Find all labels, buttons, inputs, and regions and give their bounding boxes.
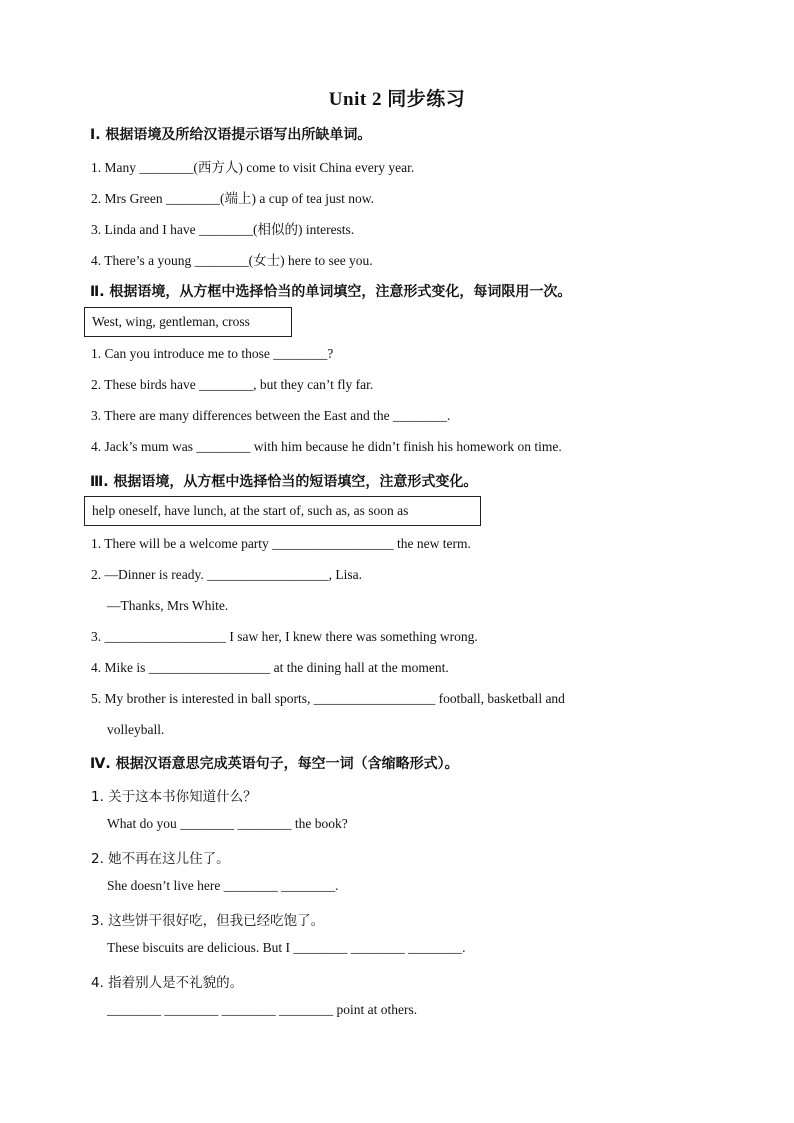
s4-question-4-en: ________ ________ ________ ________ point at others.	[107, 1002, 418, 1017]
section-4-heading: Ⅳ. 根据汉语意思完成英语句子，每空一词（含缩略形式）。	[90, 756, 459, 772]
s1-question-3: 3. Linda and I have ________(相似的) interests.	[91, 222, 355, 237]
section-2-heading: Ⅱ. 根据语境，从方框中选择恰当的单词填空，注意形式变化，每词限用一次。	[90, 284, 572, 300]
s1-question-1: 1. Many ________(西方人) come to visit China every year.	[91, 160, 415, 175]
s3-question-4: 4. Mike is __________________ at the dining hall at the moment.	[91, 660, 449, 675]
s3-question-5: 5. My brother is interested in ball sports, __________________ football, basketball and	[91, 691, 565, 706]
s2-question-1: 1. Can you introduce me to those ________?	[91, 346, 334, 361]
s4-question-3-en: These biscuits are delicious. But I ________ ________ ________.	[107, 940, 466, 955]
s2-question-2: 2. These birds have ________, but they can’t fly far.	[91, 377, 374, 392]
s4-question-2-en: She doesn’t live here ________ ________.	[107, 878, 339, 893]
s3-question-2: 2. —Dinner is ready. __________________, Lisa.	[91, 567, 362, 582]
s4-question-4-zh: 4. 指着别人是不礼貌的。	[91, 975, 244, 991]
s3-question-5-cont: volleyball.	[107, 722, 165, 737]
s2-question-4: 4. Jack’s mum was ________ with him because he didn’t finish his homework on time.	[91, 439, 562, 454]
s1-question-2: 2. Mrs Green ________(端上) a cup of tea just now.	[91, 191, 374, 206]
s3-question-3: 3. __________________ I saw her, I knew there was something wrong.	[91, 629, 478, 644]
s3-phrase-box: help oneself, have lunch, at the start of, such as, as soon as	[84, 496, 481, 526]
s1-question-4: 4. There’s a young ________(女士) here to see you.	[91, 253, 373, 268]
s3-question-1: 1. There will be a welcome party __________________ the new term.	[91, 536, 471, 551]
s2-word-box: West, wing, gentleman, cross	[84, 307, 292, 337]
s4-question-1-zh: 1. 关于这本书你知道什么？	[91, 789, 257, 805]
page-title: Unit 2 同步练习	[328, 89, 466, 110]
s2-question-3: 3. There are many differences between the East and the ________.	[91, 408, 451, 423]
s4-question-1-en: What do you ________ ________ the book?	[107, 816, 348, 831]
s3-question-2-reply: —Thanks, Mrs White.	[107, 598, 229, 613]
section-1-heading: Ⅰ. 根据语境及所给汉语提示语写出所缺单词。	[90, 127, 372, 143]
section-3-heading: Ⅲ. 根据语境，从方框中选择恰当的短语填空，注意形式变化。	[90, 474, 478, 490]
s4-question-3-zh: 3. 这些饼干很好吃，但我已经吃饱了。	[91, 913, 325, 929]
s4-question-2-zh: 2. 她不再在这儿住了。	[91, 851, 230, 867]
